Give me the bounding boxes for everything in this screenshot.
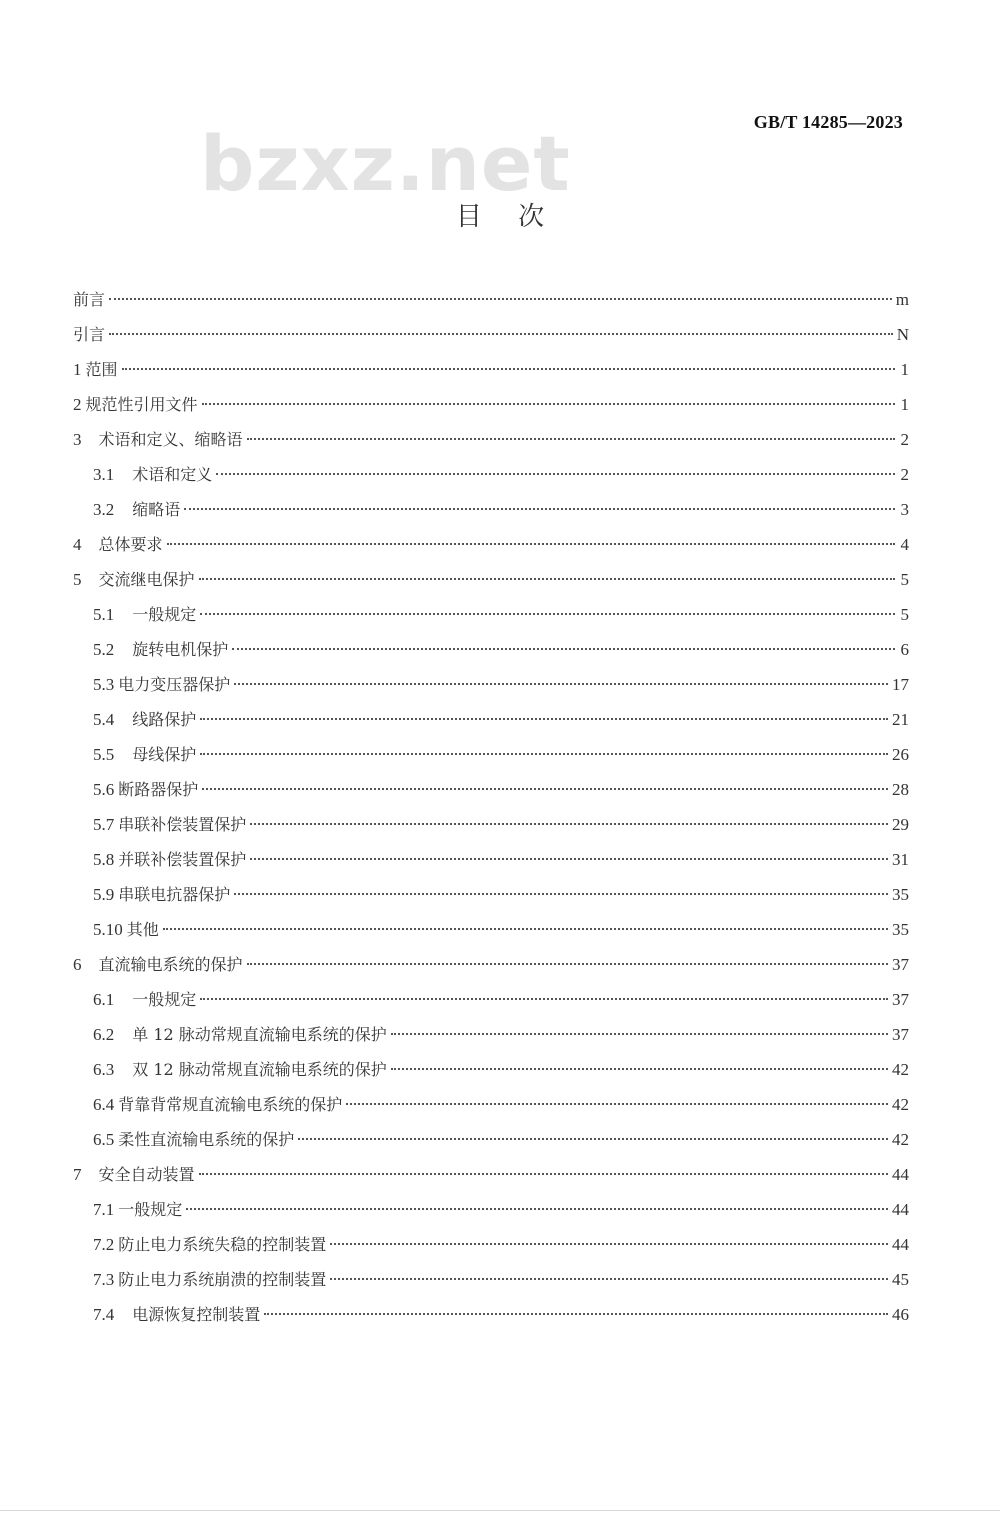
toc-dot-leader [202,403,895,405]
toc-entry[interactable] [73,877,909,912]
toc-entry-page-number: 44 [892,1200,909,1219]
toc-dot-leader [109,298,892,300]
toc-entry-label: 电力变压器保护 [118,675,231,694]
toc-dot-leader [199,1173,888,1175]
toc-dot-leader [391,1068,888,1070]
toc-entry-number: 6.3 [93,1060,115,1079]
toc-dot-leader [122,368,895,370]
toc-entry-page-number: m [895,290,909,309]
toc-entry-number: 5.2 [93,640,115,659]
toc-title: 目 次 [455,202,559,232]
toc-entry-page-number: 44 [892,1165,909,1184]
toc-entry-label: 一般规定 [132,990,197,1009]
toc-dot-leader [264,1313,888,1315]
toc-entry-number: 6.1 [93,990,115,1009]
toc-dot-leader [216,473,895,475]
toc-dot-leader [298,1138,888,1140]
toc-dot-leader [109,333,893,335]
toc-entry-label: 母线保护 [132,745,197,764]
toc-entry-number: 5.1 [93,605,115,624]
toc-entry-number: 6.4 [93,1095,115,1114]
toc-entry-number: 1 [73,360,82,379]
toc-entry-label: 背靠背常规直流输电系统的保护 [118,1095,343,1114]
toc-entry[interactable] [73,492,909,527]
toc-entry-number: 5.3 [93,675,115,694]
toc-entry[interactable] [73,702,909,737]
toc-entry-page-number: 37 [892,955,909,974]
toc-entry-number: 5.9 [93,885,115,904]
standard-code: GB/T 14285—2023 [753,112,903,132]
toc-dot-leader [250,823,888,825]
toc-entry-page-number: 37 [892,990,909,1009]
toc-entry[interactable] [73,1297,909,1332]
toc-entry-page-number: 42 [892,1130,909,1149]
toc-entry-label: 防止电力系统失稳的控制装置 [118,1235,327,1254]
toc-entry-label: 前言 [73,290,106,309]
toc-entry-number: 6.2 [93,1025,115,1044]
toc-entry-label: 引言 [73,325,106,344]
toc-entry-label: 双 12 脉动常规直流输电系统的保护 [132,1060,387,1079]
toc-entry[interactable] [73,387,909,422]
toc-entry[interactable] [73,842,909,877]
toc-entry-page-number: 35 [892,885,909,904]
toc-entry-number: 5.5 [93,745,115,764]
toc-entry[interactable] [73,772,909,807]
toc-entry-page-number: 42 [892,1060,909,1079]
toc-entry-page-number: 31 [892,850,909,869]
toc-entry-number: 3.2 [93,500,115,519]
toc-entry-label: 术语和定义、缩略语 [98,430,243,449]
toc-entry-number: 7.3 [93,1270,115,1289]
toc-entry-label: 总体要求 [98,535,163,554]
toc-entry[interactable] [73,527,909,562]
toc-entry-number: 6 [73,955,82,974]
toc-dot-leader [346,1103,888,1105]
toc-entry[interactable] [73,352,909,387]
toc-entry-number: 7 [73,1165,82,1184]
toc-entry-number: 4 [73,535,82,554]
watermark: bzxz.net [200,119,571,208]
toc-entry-number: 5 [73,570,82,589]
toc-entry-number: 5.10 [93,920,123,939]
toc-entry[interactable] [73,1052,909,1087]
toc-dot-leader [199,578,895,580]
toc-entry-page-number: 29 [892,815,909,834]
toc-entry-page-number: N [896,325,909,344]
toc-entry-page-number: 5 [900,605,909,624]
toc-entry-label: 电源恢复控制装置 [132,1305,261,1324]
toc-entry[interactable] [73,422,909,457]
toc-entry[interactable] [73,912,909,947]
toc-entry[interactable] [73,807,909,842]
toc-entry-page-number: 45 [892,1270,909,1289]
toc-entry-label: 其他 [126,920,159,939]
toc-entry-page-number: 21 [892,710,909,729]
toc-entry-label: 一般规定 [118,1200,183,1219]
table-of-contents [73,282,909,1332]
toc-entry-page-number: 2 [900,430,909,449]
toc-entry-number: 3.1 [93,465,115,484]
toc-entry-page-number: 46 [892,1305,909,1324]
toc-entry-number: 6.5 [93,1130,115,1149]
toc-dot-leader [234,893,888,895]
toc-entry[interactable] [73,597,909,632]
toc-entry-page-number: 4 [900,535,909,554]
toc-entry[interactable] [73,1087,909,1122]
toc-entry[interactable] [73,1157,909,1192]
toc-dot-leader [200,613,895,615]
toc-entry-label: 断路器保护 [118,780,199,799]
toc-entry-label: 串联电抗器保护 [118,885,231,904]
toc-entry[interactable] [73,947,909,982]
toc-entry-number: 5.8 [93,850,115,869]
toc-dot-leader [247,963,888,965]
toc-entry-number: 7.4 [93,1305,115,1324]
toc-dot-leader [186,1208,888,1210]
toc-entry-number: 7.1 [93,1200,115,1219]
toc-entry[interactable] [73,982,909,1017]
toc-entry-label: 直流输电系统的保护 [98,955,243,974]
toc-entry[interactable] [73,737,909,772]
toc-entry-page-number: 1 [900,395,909,414]
toc-entry[interactable] [73,1262,909,1297]
toc-entry-page-number: 26 [892,745,909,764]
toc-entry[interactable] [73,1227,909,1262]
toc-entry-label: 防止电力系统崩溃的控制装置 [118,1270,327,1289]
toc-entry-page-number: 42 [892,1095,909,1114]
toc-entry[interactable] [73,1017,909,1052]
toc-entry-page-number: 35 [892,920,909,939]
toc-entry[interactable] [73,457,909,492]
toc-entry-number: 5.6 [93,780,115,799]
toc-entry-page-number: 2 [900,465,909,484]
toc-entry-number: 2 [73,395,82,414]
toc-entry-label: 并联补偿装置保护 [118,850,247,869]
toc-entry-number: 3 [73,430,82,449]
toc-entry[interactable] [73,562,909,597]
toc-entry-page-number: 1 [900,360,909,379]
toc-dot-leader [202,788,888,790]
toc-entry-label: 规范性引用文件 [85,395,198,414]
toc-entry-page-number: 3 [900,500,909,519]
toc-entry-page-number: 44 [892,1235,909,1254]
toc-dot-leader [200,718,888,720]
toc-entry-number: 7.2 [93,1235,115,1254]
toc-dot-leader [250,858,888,860]
toc-entry[interactable] [73,632,909,667]
toc-entry-label: 旋转电机保护 [132,640,229,659]
toc-entry-label: 串联补偿装置保护 [118,815,247,834]
toc-entry[interactable] [73,1192,909,1227]
toc-entry[interactable] [73,317,909,352]
toc-dot-leader [234,683,888,685]
toc-dot-leader [232,648,895,650]
toc-entry-label: 柔性直流输电系统的保护 [118,1130,295,1149]
toc-entry-label: 术语和定义 [132,465,213,484]
toc-entry-page-number: 5 [900,570,909,589]
toc-entry-label: 缩略语 [132,500,181,519]
toc-dot-leader [200,998,888,1000]
toc-dot-leader [330,1243,888,1245]
toc-dot-leader [200,753,888,755]
toc-dot-leader [247,438,895,440]
toc-entry-page-number: 37 [892,1025,909,1044]
toc-entry-label: 交流继电保护 [98,570,195,589]
toc-dot-leader [330,1278,888,1280]
toc-entry-label: 单 12 脉动常规直流输电系统的保护 [132,1025,387,1044]
toc-dot-leader [167,543,895,545]
toc-entry-label: 线路保护 [132,710,197,729]
toc-entry-label: 安全自动装置 [98,1165,195,1184]
page-bottom-divider [0,1510,1000,1511]
toc-entry-label: 范围 [85,360,118,379]
toc-entry[interactable] [73,1122,909,1157]
toc-dot-leader [391,1033,888,1035]
toc-entry-page-number: 17 [892,675,909,694]
toc-dot-leader [184,508,895,510]
toc-entry-number: 5.4 [93,710,115,729]
toc-entry[interactable] [73,282,909,317]
toc-dot-leader [163,928,888,930]
toc-entry[interactable] [73,667,909,702]
toc-entry-label: 一般规定 [132,605,197,624]
toc-entry-page-number: 28 [892,780,909,799]
toc-entry-number: 5.7 [93,815,115,834]
toc-entry-page-number: 6 [900,640,909,659]
